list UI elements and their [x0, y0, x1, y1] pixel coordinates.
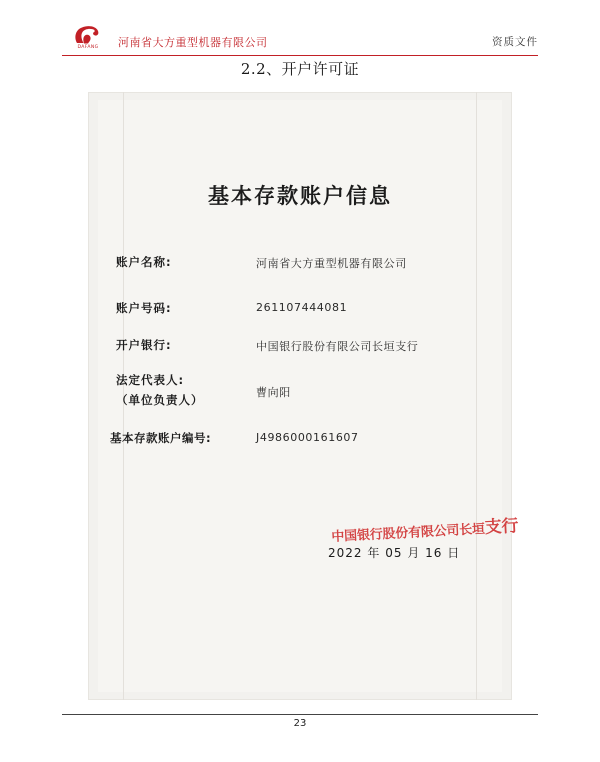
issue-date-year-unit: 年: [367, 546, 381, 560]
field-label-basic-account-code: 基本存款账户编号:: [110, 431, 212, 445]
issue-date-day: 16: [425, 546, 443, 560]
field-value-bank: 中国银行股份有限公司长垣支行: [256, 340, 419, 353]
field-label-account-name: 账户名称:: [116, 255, 172, 269]
header-doc-type: 资质文件: [492, 36, 538, 48]
header-company-name: 河南省大方重型机器有限公司: [118, 36, 268, 49]
issue-date-day-unit: 日: [447, 546, 461, 560]
bank-stamp-branch: 支行: [484, 516, 519, 538]
issue-date: [328, 544, 460, 561]
logo-wordmark: DAFANG: [77, 45, 99, 50]
footer-divider: [62, 714, 538, 715]
bank-stamp-text: 中国银行股份有限公司长垣: [331, 521, 486, 545]
issue-date-month-unit: 月: [407, 546, 421, 560]
elephant-logo-icon: [72, 23, 102, 45]
field-label-bank: 开户银行:: [116, 338, 172, 352]
certificate-scan: [88, 92, 519, 700]
company-logo: [64, 22, 110, 54]
field-value-legal-rep: 曹向阳: [256, 386, 291, 399]
certificate-title: 基本存款账户信息: [208, 183, 392, 208]
field-value-basic-account-code: J4986000161607: [256, 431, 359, 444]
field-value-account-name: 河南省大方重型机器有限公司: [256, 257, 407, 270]
field-label-legal-rep-sub: （单位负责人）: [116, 393, 204, 407]
issue-date-year: 2022: [328, 546, 363, 560]
section-title: 2.2、开户许可证: [240, 60, 360, 78]
field-value-account-number: 261107444081: [256, 301, 348, 314]
field-label-legal-rep: 法定代表人:: [116, 373, 185, 387]
header-divider: [62, 55, 538, 56]
issue-date-month: 05: [385, 546, 403, 560]
page-number: 23: [293, 718, 307, 729]
field-label-account-number: 账户号码:: [116, 301, 172, 315]
page-header: [62, 22, 538, 56]
